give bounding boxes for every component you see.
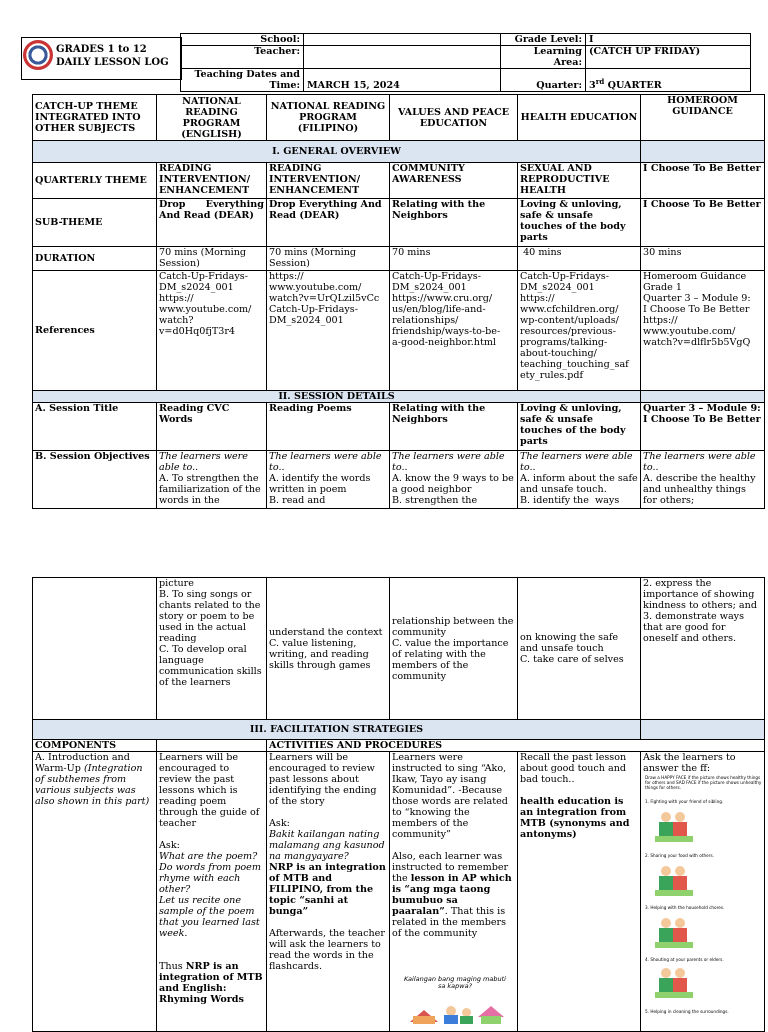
children-fighting-picture bbox=[655, 806, 693, 844]
worksheet-item-5: 5. Helping in cleaning the surroundings. bbox=[645, 1009, 729, 1014]
sub-theme-c5: I Choose To Be Better bbox=[641, 199, 765, 247]
col-header-homeroom: HOMEROOM GUIDANCE bbox=[641, 95, 765, 141]
neighbors-illustration bbox=[402, 976, 508, 1024]
neighbors-illustration-caption: Kailangan bang maging mabuti sa kapwa? bbox=[404, 975, 506, 990]
school-value bbox=[304, 34, 501, 46]
intro-c4: Recall the past lesson about good touch and bad touch.. health education is an integration from MTB (synonyms and antonyms) bbox=[518, 752, 641, 1032]
children-sharing-picture bbox=[655, 860, 693, 898]
section-facilitation: III. FACILITATION STRATEGIES bbox=[33, 720, 641, 740]
quarterly-theme-c1: READING INTERVENTION/ ENHANCEMENT bbox=[157, 163, 267, 199]
house-wall-icon bbox=[413, 1016, 435, 1024]
section-session-details: II. SESSION DETAILS bbox=[33, 391, 641, 403]
worksheet-item-3: 3. Helping with the household chores. bbox=[645, 905, 725, 910]
worksheet-instructions: Draw a HAPPY FACE if the picture shows healthy things for others and SAD FACE if the picture shows unhealthy things for others. bbox=[645, 775, 762, 790]
intro-c3: Learners were instructed to sing “Ako, Ikaw, Tayo ay isang Komunidad”. -Because those words are related to “knowing the members of the community” Also, each learner was instructed to remember the lesson in AP which is “ang mga taong bumubuo sa paaralan”. That this is related in the members of the community bbox=[390, 752, 518, 1032]
quarterly-theme-label: QUARTERLY THEME bbox=[33, 163, 157, 199]
session-objectives-label: B. Session Objectives bbox=[33, 451, 157, 509]
dates-label: Teaching Dates and Time: bbox=[181, 69, 304, 92]
session-title-label: A. Session Title bbox=[33, 403, 157, 451]
intro-c2: Learners will be encouraged to review past lessons about identifying the ending of the story Ask: Bakit kailangan nating malamang ang kasunod na mangyayare? NRP is an integration of MTB and FILIPINO, from the topic “sanhi at bunga” Afterwards, the teacher will ask the learners to read the words in the flashcards. bbox=[267, 752, 390, 1032]
teacher-label: Teacher: bbox=[181, 46, 304, 69]
children-chores-picture bbox=[655, 912, 693, 950]
duration-c3: 70 mins bbox=[390, 247, 518, 271]
col-header-health: HEALTH EDUCATION bbox=[518, 95, 641, 141]
quarterly-theme-c4: SEXUAL AND REPRODUCTIVE HEALTH bbox=[518, 163, 641, 199]
session-title-c1: Reading CVC Words bbox=[157, 403, 267, 451]
duration-c2: 70 mins (Morning Session) bbox=[267, 247, 390, 271]
intro-c1: Learners will be encouraged to review the past lessons which is reading poem through the guide of teacher Ask: What are the poem? Do words from poem rhyme with each other? Let us recite one sample of the poem that you learned last week. Thus NRP is an integration of MTB and English: Rhyming Words bbox=[157, 752, 267, 1032]
cont-c1: picture B. To sing songs or chants related to the story or poem to be used in the actual reading C. To develop oral language communication skills of the learners bbox=[157, 578, 267, 720]
cont-c5: 2. express the importance of showing kindness to others; and 3. demonstrate ways that are good for oneself and others. bbox=[641, 578, 765, 720]
lesson-table-page1 bbox=[32, 94, 765, 509]
components-label: COMPONENTS bbox=[33, 740, 157, 752]
section-band-end-2 bbox=[641, 391, 765, 403]
session-objectives-c2: The learners were able to.. A. identify the words written in poem B. read and bbox=[267, 451, 390, 509]
deped-seal-icon bbox=[23, 40, 53, 70]
session-objectives-c1: The learners were able to.. A. To strengthen the familiarization of the words in the bbox=[157, 451, 267, 509]
quarterly-theme-c2: READING INTERVENTION/ ENHANCEMENT bbox=[267, 163, 390, 199]
references-c1: Catch-Up-Fridays-DM_s2024_001 https:// www.youtube.com/ watch? v=d0Hq0fjT3r4 bbox=[157, 271, 267, 391]
school-label: School: bbox=[181, 34, 304, 46]
references-c2: https:// www.youtube.com/ watch?v=UrQLzil5vCc Catch-Up-Fridays- DM_s2024_001 bbox=[267, 271, 390, 391]
sub-theme-label: SUB-THEME bbox=[33, 199, 157, 247]
components-spacer bbox=[157, 740, 267, 752]
sub-theme-c1: Drop Everything And Read (DEAR) bbox=[157, 199, 267, 247]
cont-label-empty bbox=[33, 578, 157, 720]
sub-theme-c4: Loving & unloving, safe & unsafe touches of the body parts bbox=[518, 199, 641, 247]
duration-c1: 70 mins (Morning Session) bbox=[157, 247, 267, 271]
section-general-overview: I. GENERAL OVERVIEW bbox=[33, 141, 641, 163]
children-shouting-picture bbox=[655, 962, 693, 1000]
cont-c3: relationship between the community C. value the importance of relating with the members of the community bbox=[390, 578, 518, 720]
section-band-end bbox=[641, 141, 765, 163]
cont-c2: understand the context C. value listening, writing, and reading skills through games bbox=[267, 578, 390, 720]
logo-title: GRADES 1 to 12 bbox=[56, 44, 147, 55]
references-c4: Catch-Up-Fridays- DM_s2024_001 https:// www.cfchildren.org/ wp-content/uploads/ resources/previous- programs/talking- about-touching/ teaching_touching_saf ety_rules.pdf bbox=[518, 271, 641, 391]
healthy-things-worksheet bbox=[645, 775, 763, 1014]
session-objectives-c5: The learners were able to.. A. describe the healthy and unhealthy things for others; bbox=[641, 451, 765, 509]
session-title-c3: Relating with the Neighbors bbox=[390, 403, 518, 451]
session-title-c4: Loving & unloving, safe & unsafe touches of the body parts bbox=[518, 403, 641, 451]
section-band-end-3 bbox=[641, 720, 765, 740]
session-objectives-c4: The learners were able to.. A. inform about the safe and unsafe touch. B. identify the ways bbox=[518, 451, 641, 509]
logo-box bbox=[21, 37, 182, 80]
sub-theme-c3: Relating with the Neighbors bbox=[390, 199, 518, 247]
grade-value: I bbox=[586, 34, 751, 46]
dates-value: MARCH 15, 2024 bbox=[304, 69, 501, 92]
col-header-values: VALUES AND PEACE EDUCATION bbox=[390, 95, 518, 141]
grade-label: Grade Level: bbox=[501, 34, 586, 46]
house-wall-icon bbox=[481, 1016, 501, 1024]
cont-c4: on knowing the safe and unsafe touch C. take care of selves bbox=[518, 578, 641, 720]
session-title-c5: Quarter 3 – Module 9: I Choose To Be Better bbox=[641, 403, 765, 451]
col-header-nrp-filipino: NATIONAL READING PROGRAM (FILIPINO) bbox=[267, 95, 390, 141]
col-header-theme: CATCH-UP THEME INTEGRATED INTO OTHER SUBJECTS bbox=[33, 95, 157, 141]
intro-label: A. Introduction and Warm-Up (Integration of subthemes from various subjects was also shown in this part) bbox=[33, 752, 157, 1032]
quarterly-theme-c3: COMMUNITY AWARENESS bbox=[390, 163, 518, 199]
person-body-icon bbox=[444, 1015, 458, 1024]
duration-label: DURATION bbox=[33, 247, 157, 271]
logo-subtitle: DAILY LESSON LOG bbox=[56, 57, 169, 68]
references-c3: Catch-Up-Fridays- DM_s2024_001 https://www.cru.org/ us/en/blog/life-and- relationships/ friendship/ways-to-be- a-good-neighbor.html bbox=[390, 271, 518, 391]
worksheet-item-4: 4. Shouting at your parents or elders. bbox=[645, 957, 724, 962]
quarter-value: 3rd QUARTER bbox=[586, 69, 751, 92]
worksheet-item-2: 2. Sharing your food with others. bbox=[645, 853, 714, 858]
references-label: References bbox=[33, 271, 157, 391]
duration-c4: 40 mins bbox=[518, 247, 641, 271]
activities-label: ACTIVITIES AND PROCEDURES bbox=[267, 740, 765, 752]
duration-c5: 30 mins bbox=[641, 247, 765, 271]
area-label: Learning Area: bbox=[501, 46, 586, 69]
quarterly-theme-c5: I Choose To Be Better bbox=[641, 163, 765, 199]
person-body-icon bbox=[460, 1016, 473, 1024]
quarter-label: Quarter: bbox=[501, 69, 586, 92]
intro-c5: Ask the learners to answer the ff: bbox=[641, 752, 765, 1032]
teacher-value bbox=[304, 46, 501, 69]
col-header-nrp-english: NATIONAL READING PROGRAM (ENGLISH) bbox=[157, 95, 267, 141]
references-c5: Homeroom Guidance Grade 1 Quarter 3 – Module 9: I Choose To Be Better https:// www.youtube.com/ watch?v=dlflr5b5VgQ bbox=[641, 271, 765, 391]
session-objectives-c3: The learners were able to.. A. know the 9 ways to be a good neighbor B. strengthen the bbox=[390, 451, 518, 509]
area-value: (CATCH UP FRIDAY) bbox=[586, 46, 751, 69]
worksheet-item-1: 1. Fighting with your friend of sibling. bbox=[645, 799, 724, 804]
session-title-c2: Reading Poems bbox=[267, 403, 390, 451]
header-table bbox=[180, 33, 751, 92]
sub-theme-c2: Drop Everything And Read (DEAR) bbox=[267, 199, 390, 247]
